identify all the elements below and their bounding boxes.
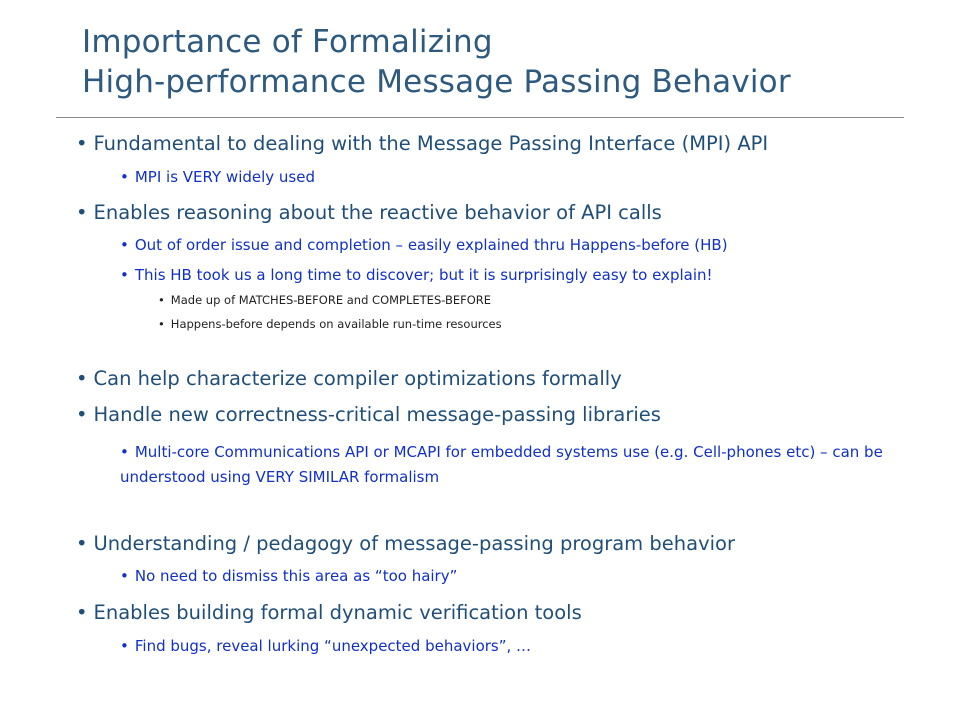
bullet-text: Fundamental to dealing with the Message Passing Interface (MPI) API (93, 132, 769, 155)
bullet-item (120, 567, 457, 585)
bullet-text: Understanding / pedagogy of message-passing program behavior (93, 532, 735, 555)
bullet-item (158, 293, 491, 307)
bullet-dot-icon: • (76, 201, 88, 224)
bullet-item (76, 132, 768, 155)
bullet-item (76, 201, 662, 224)
bullet-text: Multi-core Communications API or MCAPI for embedded systems use (e.g. Cell-phones etc) – can be understood using VERY SIMILAR formalism (120, 443, 883, 486)
bullet-item (158, 317, 502, 331)
slide-title-line-2: High-performance Message Passing Behavior (82, 64, 791, 100)
bullet-dot-icon: • (120, 266, 129, 284)
bullet-text: Made up of MATCHES-BEFORE and COMPLETES-BEFORE (170, 293, 492, 307)
bullet-dot-icon: • (76, 601, 88, 624)
bullet-dot-icon: • (120, 637, 129, 655)
bullet-text: Enables building formal dynamic verification tools (93, 601, 582, 624)
bullet-item (120, 637, 531, 655)
bullet-text: Can help characterize compiler optimizations formally (93, 367, 622, 390)
slide-title-line-1: Importance of Formalizing (82, 24, 493, 60)
bullet-item (120, 236, 728, 254)
bullet-item (76, 367, 622, 390)
bullet-text: Handle new correctness-critical message-passing libraries (93, 403, 661, 426)
bullet-dot-icon: • (158, 317, 165, 331)
bullet-item (120, 440, 890, 490)
bullet-dot-icon: • (76, 403, 88, 426)
slide-title (82, 22, 791, 102)
bullet-dot-icon: • (120, 236, 129, 254)
bullet-dot-icon: • (76, 132, 88, 155)
bullet-dot-icon: • (120, 168, 129, 186)
bullet-dot-icon: • (76, 532, 88, 555)
bullet-text: Find bugs, reveal lurking “unexpected behaviors”, … (134, 637, 532, 655)
title-divider (56, 117, 904, 118)
bullet-dot-icon: • (158, 293, 165, 307)
bullet-text: Happens-before depends on available run-time resources (170, 317, 502, 331)
bullet-dot-icon: • (120, 567, 129, 585)
bullet-text: No need to dismiss this area as “too hairy” (134, 567, 458, 585)
bullet-text: This HB took us a long time to discover; but it is surprisingly easy to explain! (134, 266, 713, 284)
bullet-item (76, 532, 735, 555)
bullet-item (76, 601, 582, 624)
bullet-item (120, 168, 315, 186)
bullet-item (120, 266, 713, 284)
bullet-item (76, 403, 661, 426)
bullet-dot-icon: • (76, 367, 88, 390)
bullet-text: Enables reasoning about the reactive behavior of API calls (93, 201, 662, 224)
bullet-dot-icon: • (120, 443, 129, 461)
bullet-text: Out of order issue and completion – easily explained thru Happens-before (HB) (134, 236, 728, 254)
bullet-text: MPI is VERY widely used (134, 168, 315, 186)
